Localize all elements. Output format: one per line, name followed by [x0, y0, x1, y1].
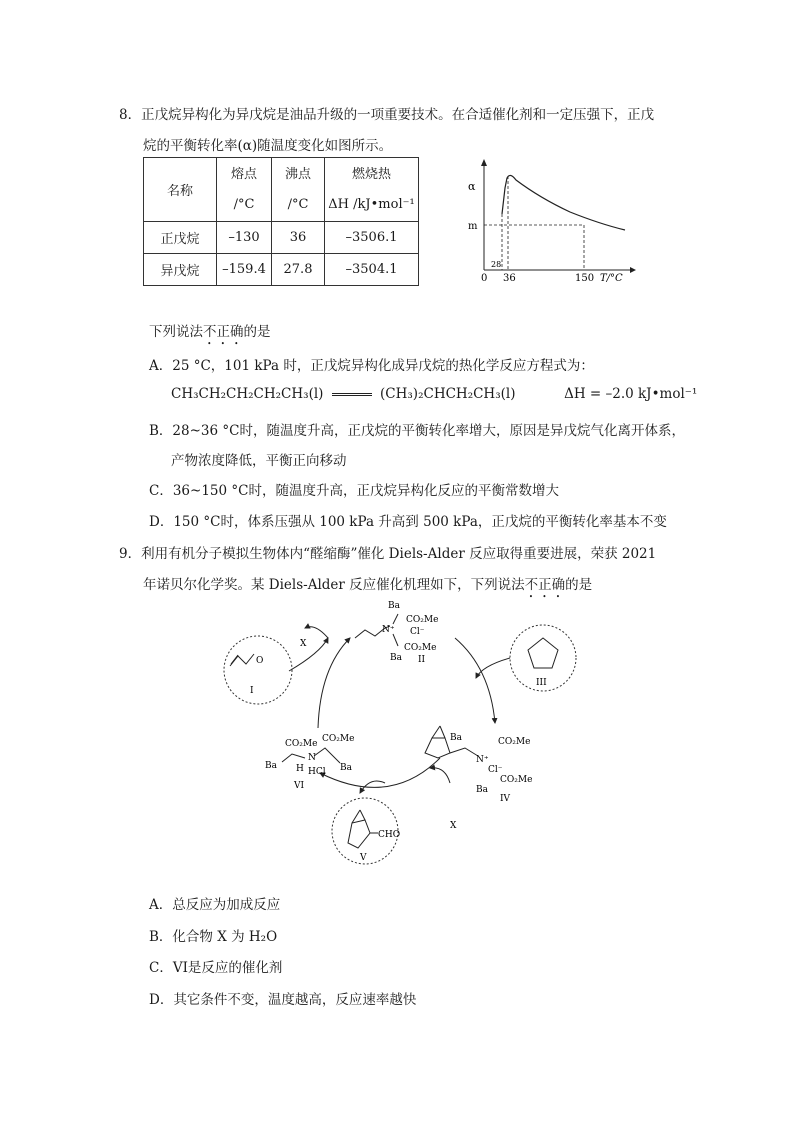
q9-stem-line1: 9．利用有机分子模拟生物体内“醛缩酶”催化 Diels-Alder 反应取得重要进展，荣获 2021	[119, 546, 657, 562]
arrow-x-in	[430, 768, 450, 783]
bp-unit: /°C	[287, 196, 309, 212]
label-vi: VI	[294, 781, 305, 791]
properties-table	[143, 157, 419, 286]
label-ii: II	[418, 655, 426, 665]
co2me-group: CO₂Me	[498, 737, 531, 747]
co2me-group: CO₂Me	[406, 615, 439, 625]
table-header-heat	[325, 158, 419, 222]
hcl: HCl	[308, 767, 326, 777]
atom-n: N	[308, 753, 316, 763]
label-v: V	[360, 853, 367, 863]
x-axis-label: T/°C	[600, 273, 623, 284]
prompt-emphasis: 不正确	[203, 324, 244, 340]
stem-emphasis: 不正确	[524, 577, 566, 593]
q9-option-c: C．VI是反应的催化剂	[149, 960, 283, 976]
q9-option-d: D．其它条件不变，温度越高，反应速率越快	[149, 992, 417, 1008]
table-cell: 异戊烷	[144, 254, 217, 286]
co2me-group: CO₂Me	[322, 734, 355, 744]
ba-group: Ba	[390, 653, 402, 663]
arrow-i-in	[289, 638, 328, 671]
atom-n-plus: N⁺	[476, 755, 489, 765]
q8-option-b-line2: 产物浓度降低，平衡正向移动	[171, 453, 347, 469]
q9-option-a: A．总反应为加成反应	[149, 897, 281, 913]
table-cell: –159.4	[217, 254, 272, 286]
q8-option-a-equation	[171, 386, 697, 402]
arrow-x-out	[305, 627, 328, 638]
label-iii: III	[536, 678, 547, 688]
co2me-group: CO₂Me	[285, 739, 318, 749]
x-tick-36: 36	[503, 273, 516, 284]
q9-option-b: B．化合物 X 为 H₂O	[149, 929, 278, 945]
q9-stem-line2	[143, 573, 592, 601]
table-cell: 27.8	[272, 254, 325, 286]
q8-stem-line1: 8．正戊烷异构化为异戊烷是油品升级的一项重要技术。在合适催化剂和一定压强下，正戊	[119, 107, 655, 123]
q8-prompt	[149, 320, 271, 348]
x-tick-28: 28	[491, 260, 502, 269]
x-bottom-label: X	[450, 821, 457, 831]
equation-left: CH₃CH₂CH₂CH₂CH₃(l)	[171, 386, 324, 402]
x-top-label: X	[300, 639, 307, 649]
catalytic-cycle-diagram	[210, 598, 590, 866]
atom-n-plus: N⁺	[382, 625, 395, 635]
cl-minus: Cl⁻	[488, 765, 503, 775]
equation-enthalpy: ΔH = –2.0 kJ•mol⁻¹	[564, 386, 698, 402]
ba-group: Ba	[340, 763, 352, 773]
table-header-bp	[272, 158, 325, 222]
arrow-iii-in	[476, 658, 510, 678]
m-label: m	[468, 221, 478, 232]
q8-option-d: D．150 °C时，体系压强从 100 kPa 升高到 500 kPa，正戊烷的平衡转化率基本不变	[149, 514, 667, 530]
x-axis-arrow	[630, 267, 636, 273]
ba-group: Ba	[476, 785, 488, 795]
co2me-group: CO₂Me	[500, 775, 533, 785]
table-cell: –3504.1	[325, 254, 419, 286]
y-axis-arrow	[481, 159, 487, 166]
compound-iv-bicycle	[425, 738, 450, 758]
stem-text: 年诺贝尔化学奖。某 Diels-Alder 反应催化机理如下，下列说法	[143, 577, 525, 593]
heat-label: 燃烧热	[351, 166, 391, 182]
table-header-mp	[217, 158, 272, 222]
label-iv: IV	[500, 794, 511, 804]
atom-o: O	[256, 656, 264, 666]
q8-option-a: A．25 °C，101 kPa 时，正戊烷异构化成异戊烷的热化学反应方程式为：	[149, 358, 594, 374]
table-cell: 正戊烷	[144, 222, 217, 254]
table-cell: –3506.1	[325, 222, 419, 254]
q8-option-b-line1: B．28~36 °C时，随温度升高，正戊烷的平衡转化率增大，原因是异戊烷气化离开体系，	[149, 423, 685, 439]
label-i: I	[250, 686, 254, 696]
conversion-graph	[460, 158, 640, 288]
bp-label: 沸点	[284, 166, 311, 182]
x-tick-0: 0	[481, 273, 488, 284]
equation-arrow	[332, 393, 372, 396]
ba-group: Ba	[265, 761, 277, 771]
cycle-arrow-vi-to-ii	[318, 638, 350, 728]
co2me-group: CO₂Me	[404, 643, 437, 653]
y-label: α	[468, 180, 476, 193]
conversion-curve	[502, 175, 625, 230]
q8-stem-line2: 烷的平衡转化率(α)随温度变化如图所示。	[143, 138, 393, 154]
x-tick-150: 150	[575, 273, 595, 284]
prompt-text-end: 的是	[243, 324, 271, 340]
heat-unit: ΔH /kJ•mol⁻¹	[328, 196, 415, 212]
stem-text-end: 的是	[565, 577, 593, 593]
cl-minus: Cl⁻	[410, 627, 425, 637]
table-row	[144, 222, 419, 254]
compound-v-bicycle	[348, 820, 370, 848]
table-header-name: 名称	[144, 158, 217, 222]
table-cell: 36	[272, 222, 325, 254]
table-row	[144, 254, 419, 286]
equation-right: (CH₃)₂CHCH₂CH₃(l)	[380, 386, 516, 402]
q8-option-c: C．36~150 °C时，随温度升高，正戊烷异构化反应的平衡常数增大	[149, 483, 559, 499]
cho-group: CHO	[378, 830, 401, 840]
mp-unit: /°C	[233, 196, 255, 212]
prompt-text: 下列说法	[149, 324, 203, 340]
cycle-arrow-ii-to-iv	[455, 638, 495, 723]
cycle-arrow-iv-to-vi	[320, 758, 440, 787]
ba-group: Ba	[450, 733, 462, 743]
mp-label: 熔点	[230, 166, 257, 182]
atom-h: H	[296, 764, 304, 774]
ba-group: Ba	[388, 601, 400, 611]
table-cell: –130	[217, 222, 272, 254]
compound-i-circle	[224, 636, 292, 704]
cyclopentadiene-ring	[528, 638, 558, 668]
